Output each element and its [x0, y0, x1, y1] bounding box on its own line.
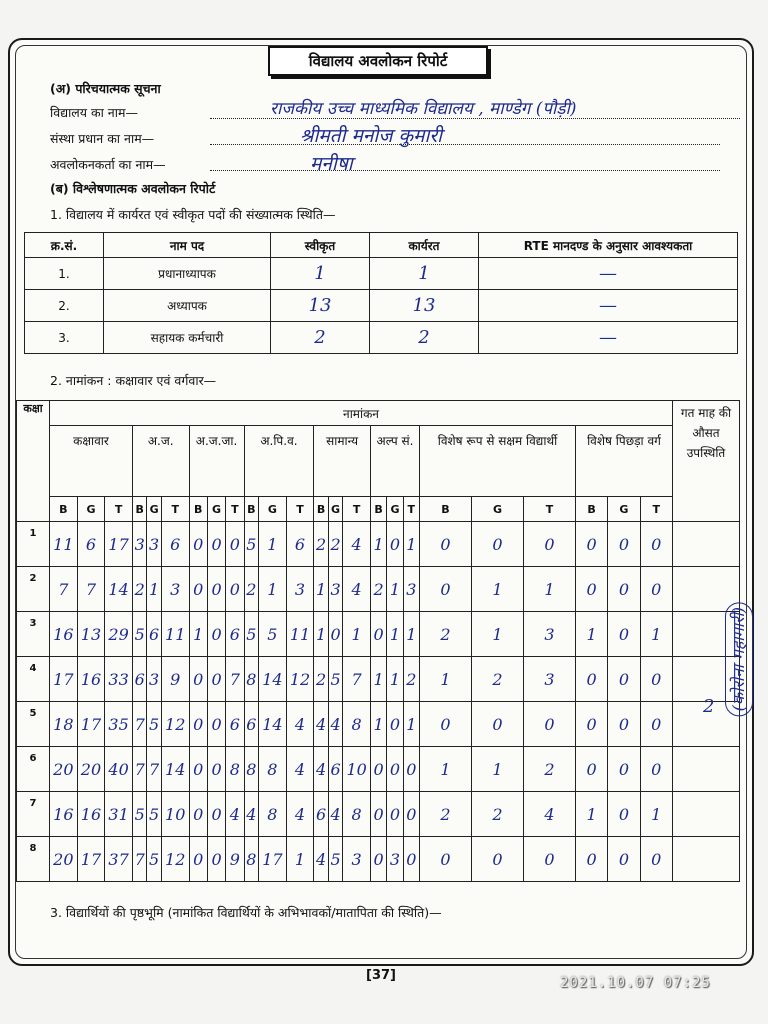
class-number: 5 [17, 702, 50, 747]
bgt-header-cell: T [286, 497, 314, 522]
bgt-header-cell: G [77, 497, 105, 522]
enrol-value-cell: 16 [77, 792, 105, 837]
posts-sn: 1. [25, 258, 104, 290]
enrol-value-cell: 1 [189, 612, 207, 657]
enrol-value-cell: 5 [132, 612, 146, 657]
enrol-value-cell: 0 [608, 522, 640, 567]
enrol-value-cell: 0 [471, 702, 523, 747]
enrol-value-cell: 4 [328, 702, 342, 747]
enrol-value-cell: 6 [328, 747, 342, 792]
enrol-value-cell: 0 [608, 792, 640, 837]
enrol-value-cell: 1 [640, 612, 672, 657]
enrol-header-row-1 [17, 401, 740, 426]
posts-working: 2 [370, 322, 479, 354]
enrol-value-cell: 2 [314, 522, 328, 567]
table-row [17, 792, 740, 837]
enrol-value-cell: 17 [259, 837, 287, 882]
bgt-header-cell: B [370, 497, 386, 522]
enrol-value-cell: 0 [189, 522, 207, 567]
enrol-value-cell: 0 [370, 792, 386, 837]
enrol-value-cell: 2 [244, 567, 258, 612]
enrol-value-cell: 6 [77, 522, 105, 567]
photo-timestamp: 2021.10.07 07:25 [560, 975, 711, 991]
enrol-value-cell: 20 [50, 837, 78, 882]
enrolment-header: नामांकन [50, 401, 673, 426]
enrol-value-cell: 0 [370, 837, 386, 882]
enrol-value-cell: 5 [244, 612, 258, 657]
enrol-value-cell: 1 [286, 837, 314, 882]
enrol-value-cell: 0 [640, 522, 672, 567]
question-1: 1. विद्यालय में कार्यरत एवं स्वीकृत पदों की संख्यात्मक स्थिति— [50, 207, 336, 222]
enrol-value-cell: 7 [343, 657, 371, 702]
attendance-cell [673, 792, 740, 837]
enrol-value-cell: 8 [343, 702, 371, 747]
attendance-note-text: (कोरोना महामारी) [725, 602, 753, 716]
enrol-value-cell: 11 [50, 522, 78, 567]
enrol-value-cell: 0 [419, 702, 471, 747]
enrol-value-cell: 16 [77, 657, 105, 702]
enrol-value-cell: 0 [387, 522, 403, 567]
table-row [17, 702, 740, 747]
enrol-value-cell: 13 [77, 612, 105, 657]
enrol-value-cell: 7 [132, 837, 146, 882]
enrol-value-cell: 8 [244, 657, 258, 702]
enrol-value-cell: 2 [370, 567, 386, 612]
enrol-value-cell: 1 [147, 567, 161, 612]
bgt-header-cell: T [403, 497, 419, 522]
enrol-value-cell: 4 [314, 747, 328, 792]
enrol-value-cell: 1 [387, 657, 403, 702]
enrol-value-cell: 1 [403, 702, 419, 747]
enrol-value-cell: 9 [161, 657, 189, 702]
posts-header-cell: नाम पद [104, 233, 271, 258]
bgt-header-cell: B [244, 497, 258, 522]
head-value: श्रीमती मनोज कुमारी [300, 125, 443, 147]
enrol-value-cell: 6 [147, 612, 161, 657]
enrol-value-cell: 0 [575, 522, 607, 567]
enrol-value-cell: 3 [147, 522, 161, 567]
bgt-header-cell: G [147, 497, 161, 522]
attendance-number: 2 [703, 696, 715, 717]
enrol-value-cell: 0 [189, 657, 207, 702]
enrol-value-cell: 12 [286, 657, 314, 702]
enrol-value-cell: 6 [132, 657, 146, 702]
table-row [17, 522, 740, 567]
enrol-value-cell: 1 [575, 792, 607, 837]
enrol-value-cell: 0 [328, 612, 342, 657]
enrol-value-cell: 4 [328, 792, 342, 837]
enrol-value-cell: 2 [523, 747, 575, 792]
enrol-value-cell: 0 [226, 567, 244, 612]
enrol-value-cell: 12 [161, 837, 189, 882]
enrol-value-cell: 4 [244, 792, 258, 837]
enrol-value-cell: 1 [403, 612, 419, 657]
class-header: कक्षा [17, 401, 50, 522]
enrol-value-cell: 1 [314, 567, 328, 612]
enrol-value-cell: 33 [105, 657, 133, 702]
bgt-header-cell: G [259, 497, 287, 522]
enrol-value-cell: 6 [226, 612, 244, 657]
enrol-value-cell: 1 [575, 612, 607, 657]
class-number: 3 [17, 612, 50, 657]
enrol-value-cell: 4 [314, 837, 328, 882]
enrol-value-cell: 3 [132, 522, 146, 567]
enrol-value-cell: 7 [147, 747, 161, 792]
enrol-value-cell: 0 [189, 702, 207, 747]
enrol-value-cell: 5 [147, 702, 161, 747]
observer-label: अवलोकनकर्ता का नाम— [50, 157, 166, 172]
bgt-header-cell: T [640, 497, 672, 522]
enrol-value-cell: 3 [147, 657, 161, 702]
enrol-value-cell: 3 [403, 567, 419, 612]
enrol-value-cell: 0 [189, 837, 207, 882]
posts-rte: — [479, 322, 738, 354]
enrol-value-cell: 29 [105, 612, 133, 657]
enrol-value-cell: 1 [419, 657, 471, 702]
posts-name: सहायक कर्मचारी [104, 322, 271, 354]
enrol-value-cell: 3 [343, 837, 371, 882]
bgt-header-cell: T [105, 497, 133, 522]
enrol-value-cell: 0 [523, 522, 575, 567]
posts-working: 1 [370, 258, 479, 290]
enrol-bgt-row [17, 497, 740, 522]
enrol-value-cell: 0 [640, 837, 672, 882]
table-row [17, 837, 740, 882]
enrol-value-cell: 3 [286, 567, 314, 612]
attendance-cell [673, 837, 740, 882]
bgt-header-cell: B [575, 497, 607, 522]
observer-dotted-line [210, 170, 720, 171]
enrol-value-cell: 0 [189, 567, 207, 612]
table-row [25, 322, 738, 354]
class-number: 4 [17, 657, 50, 702]
enrol-value-cell: 0 [608, 837, 640, 882]
enrol-value-cell: 2 [419, 612, 471, 657]
enrol-value-cell: 5 [147, 837, 161, 882]
bgt-header-cell: G [328, 497, 342, 522]
class-number: 2 [17, 567, 50, 612]
enrol-value-cell: 8 [343, 792, 371, 837]
enrol-value-cell: 4 [343, 522, 371, 567]
enrol-group-header: कक्षावार [50, 426, 133, 497]
enrol-value-cell: 0 [403, 837, 419, 882]
enrol-value-cell: 0 [471, 837, 523, 882]
bgt-header-cell: B [314, 497, 328, 522]
enrol-value-cell: 9 [226, 837, 244, 882]
enrol-value-cell: 1 [419, 747, 471, 792]
enrol-value-cell: 1 [471, 747, 523, 792]
enrol-value-cell: 1 [370, 522, 386, 567]
bgt-header-cell: B [419, 497, 471, 522]
enrol-value-cell: 0 [608, 702, 640, 747]
posts-header-cell: स्वीकृत [271, 233, 370, 258]
enrol-value-cell: 0 [471, 522, 523, 567]
enrol-value-cell: 11 [161, 612, 189, 657]
enrol-value-cell: 20 [50, 747, 78, 792]
enrol-value-cell: 0 [640, 747, 672, 792]
enrol-value-cell: 1 [403, 522, 419, 567]
enrol-value-cell: 5 [147, 792, 161, 837]
enrol-value-cell: 7 [132, 702, 146, 747]
enrol-group-row [17, 426, 740, 497]
enrol-value-cell: 2 [471, 657, 523, 702]
enrol-value-cell: 5 [132, 792, 146, 837]
enrol-value-cell: 3 [523, 612, 575, 657]
enrol-value-cell: 0 [403, 792, 419, 837]
enrol-value-cell: 0 [575, 567, 607, 612]
posts-sn: 3. [25, 322, 104, 354]
bgt-header-cell: T [523, 497, 575, 522]
enrol-value-cell: 0 [370, 747, 386, 792]
enrol-value-cell: 35 [105, 702, 133, 747]
head-label: संस्था प्रधान का नाम— [50, 131, 155, 146]
table-row [17, 612, 740, 657]
enrol-value-cell: 0 [523, 837, 575, 882]
enrol-value-cell: 0 [640, 702, 672, 747]
enrol-value-cell: 12 [161, 702, 189, 747]
section-b-heading: (ब) विश्लेषणात्मक अवलोकन रिपोर्ट [50, 181, 216, 196]
enrol-value-cell: 11 [286, 612, 314, 657]
enrol-value-cell: 4 [286, 702, 314, 747]
enrol-value-cell: 14 [259, 702, 287, 747]
enrol-value-cell: 8 [226, 747, 244, 792]
enrol-value-cell: 14 [105, 567, 133, 612]
enrol-value-cell: 4 [226, 792, 244, 837]
class-number: 1 [17, 522, 50, 567]
head-dotted-line [210, 144, 720, 145]
enrol-value-cell: 0 [419, 567, 471, 612]
bgt-header-cell: G [207, 497, 225, 522]
enrol-value-cell: 7 [226, 657, 244, 702]
enrol-value-cell: 5 [259, 612, 287, 657]
enrol-value-cell: 0 [189, 747, 207, 792]
posts-sanctioned: 1 [271, 258, 370, 290]
enrol-value-cell: 5 [328, 657, 342, 702]
enrol-value-cell: 6 [314, 792, 328, 837]
enrol-value-cell: 1 [259, 522, 287, 567]
enrol-value-cell: 1 [387, 612, 403, 657]
enrol-value-cell: 1 [523, 567, 575, 612]
enrol-value-cell: 1 [259, 567, 287, 612]
enrol-value-cell: 0 [608, 612, 640, 657]
enrol-value-cell: 1 [343, 612, 371, 657]
school-value: राजकीय उच्च माध्यमिक विद्यालय , माण्डेग (पौड़ी) [270, 99, 577, 119]
table-row [17, 747, 740, 792]
posts-name: अध्यापक [104, 290, 271, 322]
enrol-group-header: विशेष रूप से सक्षम विद्यार्थी [419, 426, 575, 497]
enrol-value-cell: 10 [343, 747, 371, 792]
bgt-header-cell: G [387, 497, 403, 522]
enrol-value-cell: 17 [77, 837, 105, 882]
enrol-value-cell: 37 [105, 837, 133, 882]
enrol-value-cell: 40 [105, 747, 133, 792]
enrol-value-cell: 0 [419, 522, 471, 567]
section-a-heading: (अ) परिचयात्मक सूचना [50, 81, 161, 96]
observer-value: मनीषा [310, 153, 353, 175]
class-number: 6 [17, 747, 50, 792]
posts-header-cell: क्र.सं. [25, 233, 104, 258]
enrol-value-cell: 14 [161, 747, 189, 792]
enrol-value-cell: 0 [523, 702, 575, 747]
enrol-value-cell: 0 [207, 747, 225, 792]
enrol-value-cell: 1 [471, 567, 523, 612]
enrol-group-header: सामान्य [314, 426, 371, 497]
enrol-value-cell: 0 [387, 702, 403, 747]
enrol-value-cell: 0 [608, 657, 640, 702]
enrol-value-cell: 0 [387, 747, 403, 792]
table-row [17, 567, 740, 612]
enrol-value-cell: 0 [207, 657, 225, 702]
enrol-value-cell: 8 [259, 747, 287, 792]
enrol-value-cell: 0 [419, 837, 471, 882]
enrol-value-cell: 0 [207, 567, 225, 612]
enrol-value-cell: 0 [387, 792, 403, 837]
enrol-value-cell: 18 [50, 702, 78, 747]
posts-rte: — [479, 258, 738, 290]
enrol-value-cell: 1 [387, 567, 403, 612]
enrol-value-cell: 8 [244, 837, 258, 882]
enrol-value-cell: 0 [640, 567, 672, 612]
enrol-value-cell: 17 [50, 657, 78, 702]
bgt-header-cell: B [189, 497, 207, 522]
enrol-group-header: अ.पि.व. [244, 426, 314, 497]
enrol-value-cell: 2 [471, 792, 523, 837]
enrol-value-cell: 0 [370, 612, 386, 657]
enrol-value-cell: 1 [471, 612, 523, 657]
posts-sn: 2. [25, 290, 104, 322]
bgt-header-cell: B [132, 497, 146, 522]
enrol-value-cell: 14 [259, 657, 287, 702]
enrol-value-cell: 0 [575, 747, 607, 792]
enrolment-table [16, 400, 740, 882]
enrol-value-cell: 1 [370, 657, 386, 702]
enrol-value-cell: 0 [189, 792, 207, 837]
posts-sanctioned: 2 [271, 322, 370, 354]
posts-name: प्रधानाध्यापक [104, 258, 271, 290]
class-number: 8 [17, 837, 50, 882]
enrol-value-cell: 16 [50, 612, 78, 657]
enrol-value-cell: 7 [77, 567, 105, 612]
bgt-header-cell: T [226, 497, 244, 522]
enrol-value-cell: 1 [314, 612, 328, 657]
enrol-value-cell: 6 [226, 702, 244, 747]
enrol-value-cell: 4 [286, 792, 314, 837]
table-row [25, 290, 738, 322]
enrol-value-cell: 1 [370, 702, 386, 747]
enrol-value-cell: 16 [50, 792, 78, 837]
enrol-value-cell: 4 [523, 792, 575, 837]
school-label: विद्यालय का नाम— [50, 105, 138, 120]
enrol-group-header: विशेष पिछड़ा वर्ग [575, 426, 672, 497]
posts-header-cell: कार्यरत [370, 233, 479, 258]
enrol-value-cell: 7 [132, 747, 146, 792]
enrol-value-cell: 10 [161, 792, 189, 837]
enrol-value-cell: 0 [608, 567, 640, 612]
enrol-value-cell: 31 [105, 792, 133, 837]
question-3: 3. विद्यार्थियों की पृष्ठभूमि (नामांकित विद्यार्थियों के अभिभावकों/मातापिता की स्थिति)— [50, 905, 442, 920]
posts-working: 13 [370, 290, 479, 322]
enrol-value-cell: 2 [419, 792, 471, 837]
posts-header-cell: RTE मानदण्ड के अनुसार आवश्यकता [479, 233, 738, 258]
enrol-value-cell: 0 [207, 522, 225, 567]
enrol-value-cell: 0 [226, 522, 244, 567]
bgt-header-cell: B [50, 497, 78, 522]
enrol-value-cell: 0 [575, 837, 607, 882]
enrol-value-cell: 0 [575, 702, 607, 747]
table-row [17, 657, 740, 702]
bgt-header-cell: G [471, 497, 523, 522]
enrol-value-cell: 4 [286, 747, 314, 792]
enrol-value-cell: 0 [207, 792, 225, 837]
posts-rte: — [479, 290, 738, 322]
enrol-value-cell: 0 [207, 837, 225, 882]
question-2: 2. नामांकन : कक्षावार एवं वर्गवार— [50, 373, 217, 388]
class-number: 7 [17, 792, 50, 837]
enrol-value-cell: 3 [387, 837, 403, 882]
enrol-value-cell: 2 [403, 657, 419, 702]
enrol-value-cell: 6 [286, 522, 314, 567]
enrol-value-cell: 17 [77, 702, 105, 747]
enrol-value-cell: 3 [328, 567, 342, 612]
enrol-value-cell: 3 [523, 657, 575, 702]
enrol-value-cell: 0 [207, 612, 225, 657]
attendance-note [703, 600, 748, 760]
enrol-group-header: अल्प सं. [370, 426, 419, 497]
attendance-cell [673, 522, 740, 567]
enrol-value-cell: 4 [343, 567, 371, 612]
enrol-value-cell: 6 [161, 522, 189, 567]
enrol-value-cell: 8 [244, 747, 258, 792]
enrol-value-cell: 0 [640, 657, 672, 702]
enrol-value-cell: 6 [244, 702, 258, 747]
posts-table-header [25, 233, 738, 258]
page-number: [37] [366, 968, 396, 983]
bgt-header-cell: T [161, 497, 189, 522]
enrol-value-cell: 5 [328, 837, 342, 882]
enrol-value-cell: 3 [161, 567, 189, 612]
enrol-group-header: अ.ज.जा. [189, 426, 244, 497]
enrol-value-cell: 0 [403, 747, 419, 792]
enrol-value-cell: 5 [244, 522, 258, 567]
enrol-group-header: अ.ज. [132, 426, 189, 497]
table-row [25, 258, 738, 290]
enrol-value-cell: 7 [50, 567, 78, 612]
posts-sanctioned: 13 [271, 290, 370, 322]
enrol-value-cell: 2 [328, 522, 342, 567]
enrol-value-cell: 17 [105, 522, 133, 567]
bgt-header-cell: T [343, 497, 371, 522]
enrol-value-cell: 0 [575, 657, 607, 702]
enrol-value-cell: 2 [132, 567, 146, 612]
bgt-header-cell: G [608, 497, 640, 522]
enrol-value-cell: 20 [77, 747, 105, 792]
enrol-value-cell: 1 [640, 792, 672, 837]
enrol-value-cell: 4 [314, 702, 328, 747]
enrol-value-cell: 0 [608, 747, 640, 792]
report-title: विद्यालय अवलोकन रिपोर्ट [268, 46, 488, 76]
enrol-value-cell: 8 [259, 792, 287, 837]
attendance-header: गत माह की औसत उपस्थिति [673, 401, 740, 522]
enrol-value-cell: 2 [314, 657, 328, 702]
posts-table [24, 232, 738, 354]
enrol-value-cell: 0 [207, 702, 225, 747]
